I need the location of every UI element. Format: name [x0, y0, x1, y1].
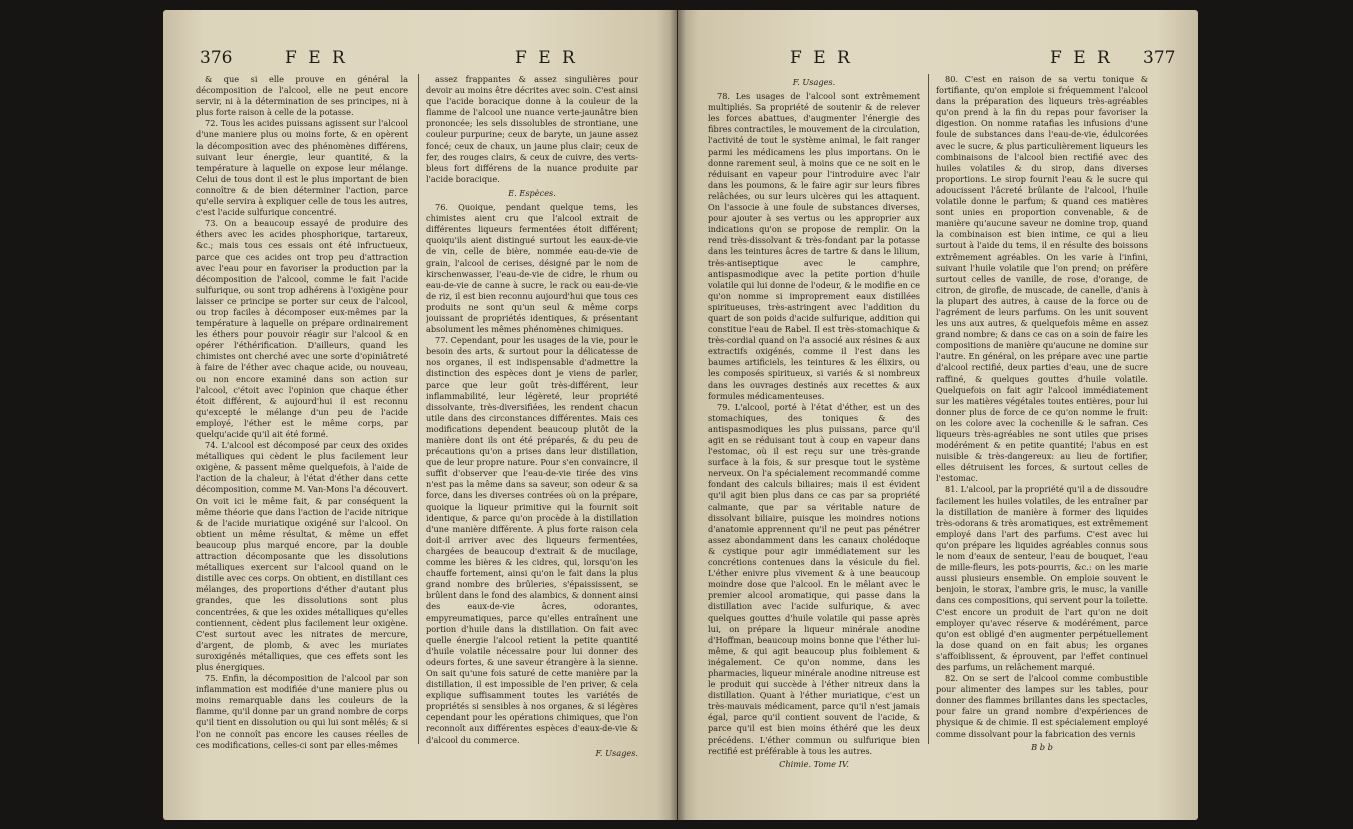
text-column-left [708, 74, 920, 810]
running-head: F E R [790, 48, 853, 68]
running-head: F E R [1050, 48, 1113, 68]
section-heading: F. Usages. [792, 77, 836, 87]
text-column-left [196, 74, 408, 810]
paragraph: & que si elle prouve en général la décomposition de l'alcool, elle ne peut encore servir, ni à la détermination de ses principes, ni à plus forte raison à celle de la potasse. [196, 74, 408, 118]
paragraph: 80. C'est en raison de sa vertu tonique & fortifiante, qu'on emploie si fréquemment l'alcool dans la préparation des liqueurs très-agréables qu'on prend à la fin du repas pour favoriser la digestion. On nomme ratafias les infusions d'une foule de substances dans l'eau-de-vie, édulcorées avec le sucre, & plus particulièrement liqueurs les combinaisons de l'alcool bien rectifié avec des huiles volatiles & du sirop, dans diverses proportions. Le sirop fournit l'eau & le sucre qui adoucissent l'âcreté brûlante de l'alcool, l'huile volatile donne le parfum; & quand ces matières sont unies en proportion convenable, & de manière qu'aucune saveur ne domine trop, quand la combinaison est bien intime, ce qui a lieu surtout à l'aide du tems, il en résulte des boissons extrêmement agréables. On les varie à l'infini, suivant l'huile volatile que l'on prend; on préfère surtout celles de vanille, de rose, d'orange, de citron, de girofle, de muscade, de canelle, d'anis à la plupart des autres, à cause de la force ou de l'agrément de leurs parfums. On les unit souvent les uns aux autres, & quelquefois même en assez grand nombre; & dans ce cas on a soin de faire les compositions de manière qu'aucune ne domine sur l'autre. En général, on les prépare avec une partie d'alcool rectifié, deux parties d'eau, une de sucre raffiné, & quelques gouttes d'huile volatile. Quelquefois on fait agir l'alcool immédiatement sur les matières végétales toutes entières, pour lui donner plus de force de ce qu'on nomme le fruit: on les colore avec la cochenille & le safran. Ces liqueurs très-agréables ne sont utiles que prises modérément & en petite quantité; l'abus en est nuisible & très-dangereux: au lieu de fortifier, elles détruisent les forces, & surtout celles de l'estomac. [936, 74, 1148, 484]
section-heading: E. Espèces. [508, 187, 556, 198]
running-head: F E R [515, 48, 578, 68]
paragraph: 75. Enfin, la décomposition de l'alcool par son inflammation est modifiée d'une maniere plus ou moins remarquable dans les couleurs de la flamme, qu'il donne par un grand nombre de corps qu'il tient en dissolution ou qui lui sont mêlés; & si l'on ne connoît pas encore les causes réelles de ces modifications, celles-ci sont par elles-mêmes [196, 673, 408, 750]
paragraph: 82. On se sert de l'alcool comme combustible pour alimenter des lampes sur les tables, pour donner des flammes brillantes dans les spectacles, pour faire un grand nombre d'expériences de physique & de chimie. Il est spécialement employé comme dissolvant pour la fabrication des vernis [936, 673, 1148, 739]
paragraph: 77. Cependant, pour les usages de la vie, pour le besoin des arts, & surtout pour la délicatesse de nos organes, il est indispensable d'admettre la distinction des espèces dont je viens de parler, parce que leur goût très-différent, leur inflammabilité, leur légèreté, leur propriété dissolvante, très-diversifiées, les rendent chacun utile dans des circonstances différentes. Mais ces modifications dependent beaucoup plutôt de la manière dont ils ont été préparés, & du peu de précautions qu'on a prises dans leur distillation, que de leur propre nature. Pour s'en convaincre, il suffit d'observer que l'eau-de-vie tirée des vins n'est pas la même dans sa saveur, son odeur & sa force, dans les diverses contrées où on la prépare, quoique la liqueur primitive qui la fournit soit identique, & parce qu'on procède à la distillation d'une manière différente. À plus forte raison cela doit-il arriver avec des liqueurs fermentées, chargées de beaucoup d'extrait & de mucilage, comme les bières & les cidres, qui, lorsqu'on les chauffe fortement, ainsi qu'on le fait dans la plus grand nombre des brûleries, s'épaississent, se brûlent dans le fond des alambics, & donnent ainsi des eaux-de-vie âcres, odorantes, empyreumatiques, parce qu'elles entraînent une portion d'huile dans la distillation. On fait avec quelle énergie l'alcool retient la petite quantité d'huile volatile nécessaire pour lui donner des odeurs fortes, & une saveur étrangère à la sienne. On sait qu'une fois saturé de cette manière par la distillation, il est impossible de l'en priver, & cela explique suffisamment toutes les variétés de propriétés si sensibles à nos organes, & si légères cependant pour les opérations chimiques, que l'on reconnoît aux différentes espèces d'eaux-de-vie & d'alcool du commerce. [426, 335, 638, 745]
paragraph: 72. Tous les acides puissans agissent sur l'alcool d'une maniere plus ou moins forte, & en opèrent la décomposition avec des phénomènes différens, suivant leur énergie, leur quantité, & la température à laquelle on expose leur mélange. Celui de tous dont il est le plus important de bien connoître & de bien déterminer l'action, parce qu'elle servira à expliquer celle de tous les autres, c'est l'acide sulfurique concentré. [196, 118, 408, 218]
book-gutter [670, 10, 686, 820]
paragraph: 76. Quoique, pendant quelque tems, les chimistes aient cru que l'alcool extrait de différentes liqueurs fermentées étoit différent; quoiqu'ils aient distingué surtout les eaux-de-vie de vin, celle de bière, nommée eau-de-vie de grain, l'alcool de cerises, désigné par le nom de kirschenwasser, l'eau-de-vie de cidre, le rhum ou eau-de-vie de canne à sucre, le rack ou eau-de-vie de riz, il est bien reconnu aujourd'hui que tous ces produits ne sont qu'un seul & même corps jouissant de propriétés identiques, & présentant absolument les mêmes phénomènes chimiques. [426, 202, 638, 335]
left-page [163, 10, 677, 820]
catchword: F. Usages. [595, 747, 638, 758]
text-column-right [426, 74, 638, 810]
signature-mark: B b b [1031, 741, 1053, 752]
signature-line: Chimie. Tome IV. [779, 758, 849, 769]
page-number: 377 [1143, 48, 1176, 68]
page-number: 376 [200, 48, 233, 68]
column-rule [928, 74, 929, 744]
paragraph: assez frappantes & assez singulières pour devoir au moins être décrites avec soin. C'est ainsi que l'acide boracique donne à la couleur de la flamme de l'alcool une nuance verte-jaunâtre bien prononcée; les sels dissolubles de strontiane, une couleur purpurine; ceux de baryte, un jaune assez foncé; ceux de chaux, un jaune plus clair; ceux de fer, des rouges clairs, & ceux de cuivre, des verts-bleus fort différens de la nuance produite par l'acide boracique. [426, 74, 638, 184]
paragraph: 74. L'alcool est décomposé par ceux des oxides métalliques qui cèdent le plus facilement leur oxigène, & passent même quelquefois, à l'aide de l'action de la chaleur, à l'état d'éther dans cette décomposition, comme M. Van-Mons l'a découvert. On voit ici le même fait, & par conséquent la même théorie que dans l'action de l'acide nitrique & de l'acide muriatique oxigéné sur l'alcool. On obtient un même résultat, & même un effet beaucoup plus marqué encore, par la double attraction décomposante que les dissolutions métalliques exercent sur l'alcool quand on le distille avec ces corps. On obtient, en distillant ces mélanges, des proportions d'éther d'autant plus grandes, que les dissolutions sont plus concentrées, & que les oxides métalliques qu'elles contiennent, cèdent plus facilement leur oxigène. C'est surtout avec les nitrates de mercure, d'argent, de plomb, & avec les muriates suroxigénés métalliques, que ces effets sont les plus énergiques. [196, 440, 408, 672]
right-page [678, 10, 1198, 820]
text-column-right [936, 74, 1148, 810]
running-head: F E R [285, 48, 348, 68]
paragraph: 78. Les usages de l'alcool sont extrêmement multipliés. Sa propriété de soutenir & de relever les forces abattues, d'augmenter l'énergie des fibres contractiles, le mouvement de la circulation, l'activité de tout le système animal, le fait ranger parmi les médicamens les plus importans. On le donne rarement seul, à moins que ce ne soit en le réduisant en vapeur pour l'introduire avec l'air dans les poumons, & le faire agir sur leurs fibres relâchées, ou sur leurs ulcères qui les attaquent. On l'associe à une foule de substances diverses, pour ajouter à ses vertus ou les approprier aux indications qu'on se propose de remplir. On la rend très-dissolvant & très-fondant par la potasse dans les teintures âcres de tartre & dans le lilium, très-antiseptique avec le camphre, antispasmodique avec la petite portion d'huile volatile qui lui donne de l'odeur, & le modifie en ce qu'on nomme si improprement eaux distillées spiritueuses, très-astringent avec l'addition du quart de son poids d'acide sulfurique, addition qui constitue l'eau de Rabel. Il est très-stomachique & très-cordial quand on l'a associé aux résines & aux extractifs oxigénés, comme il l'est dans les baumes artificiels, les teintures & les élixirs, ou les composés spiritueux, si variés & si nombreux dans les ouvrages destinés aux recettes & aux formules médicamenteuses. [708, 91, 920, 401]
paragraph: 81. L'alcool, par la propriété qu'il a de dissoudre facilement les huiles volatiles, de les entraîner par la distillation de manière à former des liquides très-odorans & très aromatiques, est extrêmement employé dans l'art des parfums. C'est avec lui qu'on prépare les liquides agréables connus sous le nom d'eaux de senteur, l'eau de bouquet, l'eau de mille-fleurs, les pots-pourris, &c.: on les marie aussi plusieurs ensemble. On emploie souvent le benjoin, le storax, l'ambre gris, le musc, la vanille dans ces compositions, qui servent pour la toilette. C'est encore un produit de l'art qu'on ne doit employer qu'avec réserve & modérément, parce qu'on est obligé d'en augmenter perpétuellement la dose quand on en fait abus; les organes s'affoiblissent, & éprouvent, par l'effet continuel des parfums, un relâchement marqué. [936, 484, 1148, 672]
paragraph: 73. On a beaucoup essayé de produire des éthers avec les acides phosphorique, tartareux, &c.; mais tous ces essais ont été infructueux, parce que ces acides ont trop peu d'attraction avec l'eau pour en favoriser la production par la décomposition de l'alcool, comme le fait l'acide sulfurique, ou sont trop adhérens à l'oxigène pour laisser ce principe se porter sur ceux de l'alcool, ou trop faciles à décomposer eux-mêmes par la température à laquelle on prépare ordinairement les éthers pour pouvoir réagir sur l'alcool & en opérer l'éthérification. D'ailleurs, quand les chimistes ont cherché avec une sorte d'opiniâtreté à faire de l'éther avec chaque acide, ou nouveau, ou non encore examiné dans son action sur l'alcool, c'étoit avec l'opinion que chaque éther étoit différent, & aujourd'hui il est reconnu qu'excepté le mélange d'un peu de l'acide employé, l'éther est le même corps, par quelqu'acide qu'il ait été formé. [196, 218, 408, 439]
column-rule [418, 74, 419, 744]
paragraph: 79. L'alcool, porté à l'état d'éther, est un des stomachiques, des toniques & des antispasmodiques les plus puissans, parce qu'il agit en se réduisant tout à coup en vapeur dans l'estomac, où il est reçu sur une très-grande surface à la fois, & sur presque tout le système nerveux. On l'a spécialement recommandé comme fondant des calculs biliaires; mais il est évident qu'il agit bien plus dans ce cas par sa propriété calmante, que par sa véritable nature de dissolvant biliaire, puisque les moindres notions d'anatomie apprennent qu'il ne peut pas pénétrer assez abondamment dans les canaux cholédoque & cystique pour agir immédiatement sur les concrétions contenues dans la vésicule du fiel. L'éther enivre plus vivement & à une beaucoup moindre dose que l'alcool. En le mêlant avec le premier alcool aromatique, qui passe dans la distillation avec l'acide sulfurique, & avec quelques gouttes d'huile volatile qui passe après lui, on prépare la liqueur minérale anodine d'Hoffman, beaucoup moins bonne que l'éther lui-même, & qui agit beaucoup plus foiblement & inégalement. Ce qu'on nomme, dans les pharmacies, liqueur minérale anodine nitreuse est le produit qui succède à l'éther nitreux dans la distillation. Quant à l'éther muriatique, c'est un très-mauvais médicament, parce qu'il n'est jamais égal, parce qu'il contient souvent de l'acide, & parce qu'il est bien moins éthéré que les deux précédens. L'éther commun ou sulfurique bien rectifié est préférable à tous les autres. [708, 401, 920, 756]
